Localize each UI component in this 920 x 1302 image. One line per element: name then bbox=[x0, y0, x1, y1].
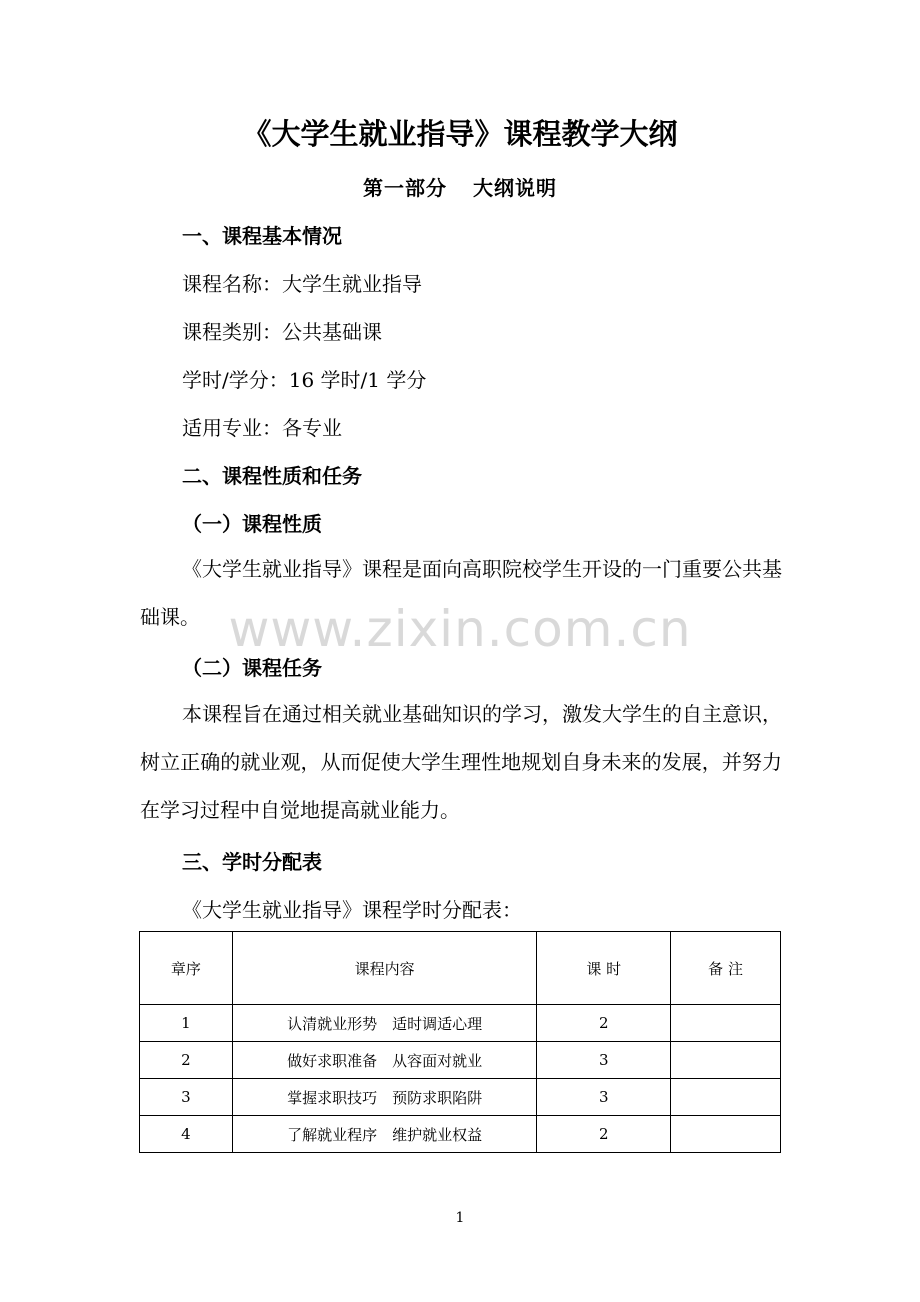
cell-chapter: 2 bbox=[140, 1042, 233, 1079]
course-type-line: 课程类别：公共基础课 bbox=[182, 320, 382, 344]
table-header-row bbox=[140, 932, 781, 1005]
cell-hours: 3 bbox=[537, 1079, 671, 1116]
header-chapter: 章序 bbox=[140, 932, 233, 1005]
cell-remarks bbox=[671, 1005, 781, 1042]
cell-content: 掌握求职技巧 预防求职陷阱 bbox=[232, 1079, 537, 1116]
part-prefix: 第一部分 bbox=[363, 176, 447, 200]
watermark: www.zixin.com.cn bbox=[228, 600, 692, 658]
cell-remarks bbox=[671, 1079, 781, 1116]
part-heading bbox=[0, 172, 920, 201]
section3-heading: 三、学时分配表 bbox=[182, 850, 322, 874]
header-hours: 课 时 bbox=[537, 932, 671, 1005]
course-task-paragraph: 本课程旨在通过相关就业基础知识的学习，激发大学生的自主意识，树立正确的就业观，从而促使大学生理性地规划自身未来的发展，并努力在学习过程中自觉地提高就业能力。 bbox=[140, 702, 782, 822]
table-row bbox=[140, 1005, 781, 1042]
section1-heading: 一、课程基本情况 bbox=[182, 224, 342, 248]
cell-chapter: 4 bbox=[140, 1116, 233, 1153]
table-row bbox=[140, 1079, 781, 1116]
cell-hours: 2 bbox=[537, 1116, 671, 1153]
section2-heading: 二、课程性质和任务 bbox=[182, 464, 362, 488]
part-name: 大纲说明 bbox=[473, 176, 557, 200]
applicable-major-line: 适用专业：各专业 bbox=[182, 416, 342, 440]
cell-remarks bbox=[671, 1042, 781, 1079]
document-title: 《大学生就业指导》课程教学大纲 bbox=[242, 117, 678, 151]
cell-content: 了解就业程序 维护就业权益 bbox=[232, 1116, 537, 1153]
course-nature-paragraph: 《大学生就业指导》课程是面向高职院校学生开设的一门重要公共基础课。 bbox=[140, 557, 782, 629]
cell-content: 认清就业形势 适时调适心理 bbox=[232, 1005, 537, 1042]
table-row bbox=[140, 1116, 781, 1153]
cell-content: 做好求职准备 从容面对就业 bbox=[232, 1042, 537, 1079]
header-content: 课程内容 bbox=[232, 932, 537, 1005]
cell-remarks bbox=[671, 1116, 781, 1153]
header-remarks: 备 注 bbox=[671, 932, 781, 1005]
subsection-task-heading: （二）课程任务 bbox=[182, 656, 322, 680]
cell-hours: 2 bbox=[537, 1005, 671, 1042]
cell-chapter: 3 bbox=[140, 1079, 233, 1116]
course-name-line: 课程名称：大学生就业指导 bbox=[182, 272, 422, 296]
hours-credits-line: 学时/学分：16 学时/1 学分 bbox=[182, 368, 427, 392]
subsection-nature-heading: （一）课程性质 bbox=[182, 512, 322, 536]
cell-hours: 3 bbox=[537, 1042, 671, 1079]
table-intro: 《大学生就业指导》课程学时分配表： bbox=[182, 898, 522, 922]
table-row bbox=[140, 1042, 781, 1079]
cell-chapter: 1 bbox=[140, 1005, 233, 1042]
page-number: 1 bbox=[455, 1210, 465, 1226]
hours-allocation-table bbox=[139, 931, 781, 1153]
